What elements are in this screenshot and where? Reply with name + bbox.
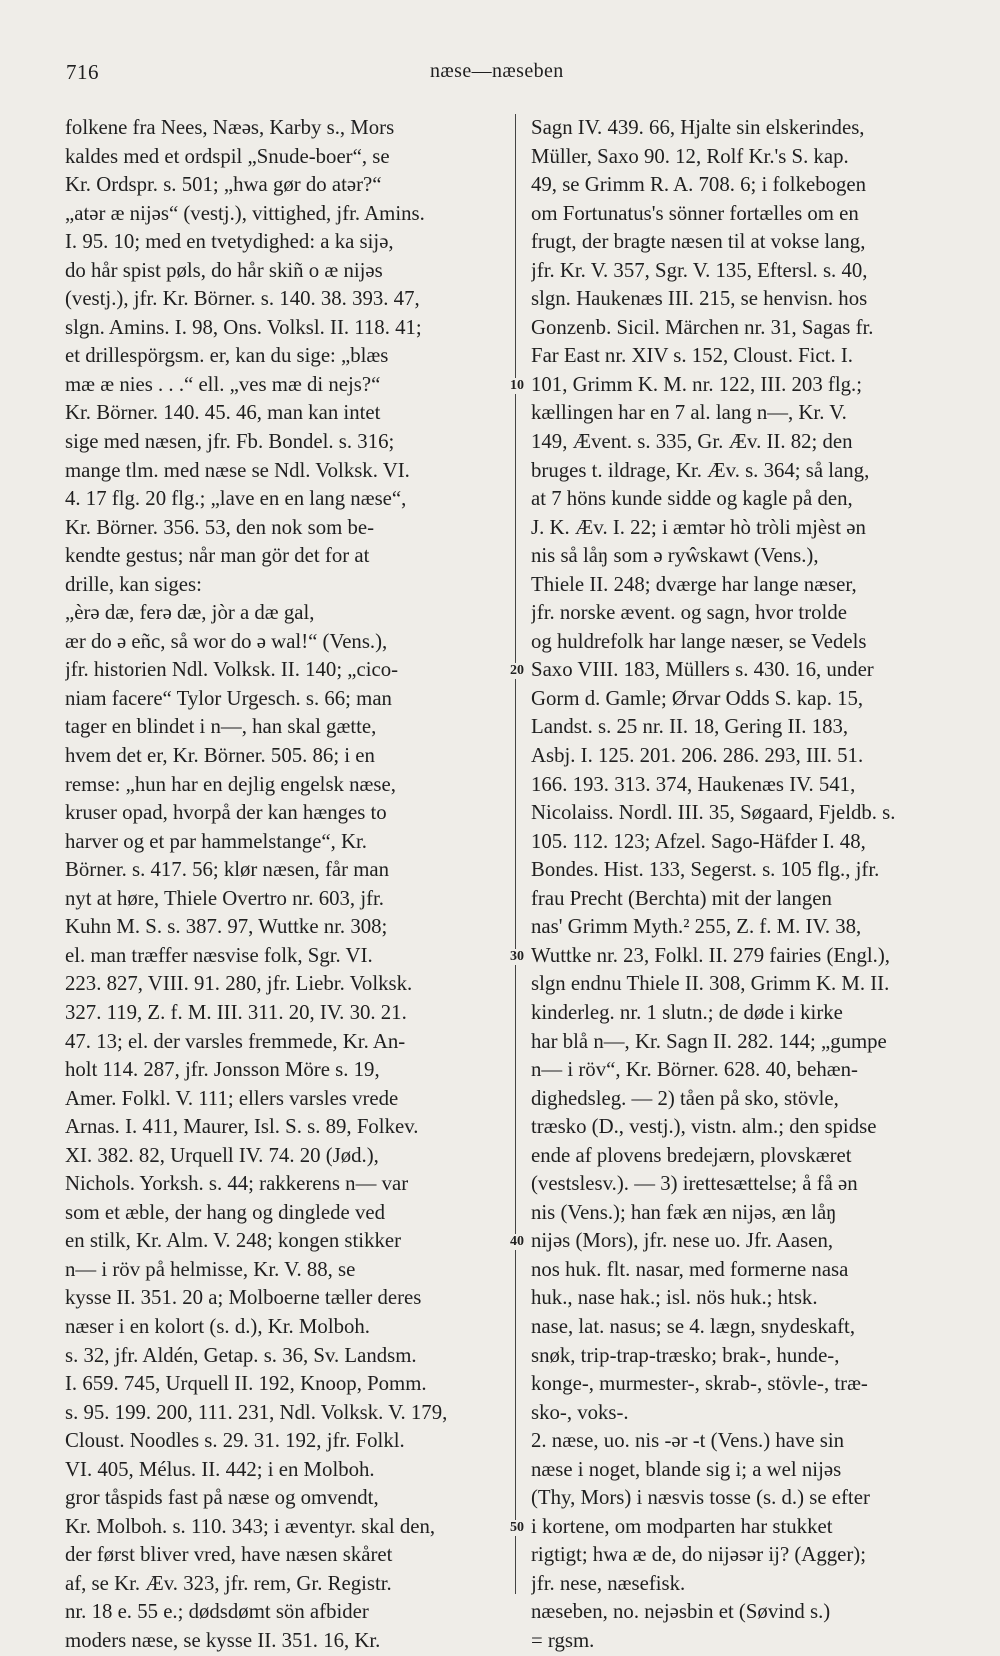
text-line: 4. 17 flg. 20 flg.; „lave en en lang næse“, xyxy=(65,487,407,511)
text-line: om Fortunatus's sönner fortælles om en xyxy=(531,201,859,225)
text-line: frau Precht (Berchta) mit der langen xyxy=(531,886,832,910)
text-line: (vestslesv.). — 3) irettesættelse; å få ən xyxy=(531,1172,858,1196)
text-line: tager en blindet i n—, han skal gætte, xyxy=(65,715,377,739)
text-line: Asbj. I. 125. 201. 206. 286. 293, III. 51. xyxy=(531,744,864,768)
column-divider xyxy=(515,114,516,1594)
text-line: bruges t. ildrage, Kr. Æv. s. 364; så lang, xyxy=(531,458,870,482)
line-number-marker: 20 xyxy=(505,663,529,679)
text-line: Bondes. Hist. 133, Segerst. s. 105 flg., jfr. xyxy=(531,858,880,882)
text-line: Arnas. I. 411, Maurer, Isl. S. s. 89, Folkev. xyxy=(65,1115,419,1139)
text-line: Far East nr. XIV s. 152, Cloust. Fict. I. xyxy=(531,344,853,368)
text-line: rigtigt; hwa æ de, do nijəsər ij? (Agger); xyxy=(531,1543,866,1567)
text-line: at 7 höns kunde sidde og kagle på den, xyxy=(531,487,853,511)
text-line: nijəs (Mors), jfr. nese uo. Jfr. Aasen, xyxy=(531,1229,834,1253)
text-line: en stilk, Kr. Alm. V. 248; kongen stikker xyxy=(65,1229,402,1253)
text-line: = rgsm. xyxy=(531,1628,595,1652)
text-line: I. 659. 745, Urquell II. 192, Knoop, Pomm. xyxy=(65,1372,427,1396)
text-line: som et æble, der hang og dinglede ved xyxy=(65,1200,385,1224)
text-line: slgn. Amins. I. 98, Ons. Volksl. II. 118. 41; xyxy=(65,315,422,339)
text-line: slgn endnu Thiele II. 308, Grimm K. M. II. xyxy=(531,972,890,996)
text-line: træsko (D., vestj.), vistn. alm.; den spidse xyxy=(531,1115,877,1139)
text-line: og huldrefolk har lange næser, se Vedels xyxy=(531,629,867,653)
text-line: niam facere“ Tylor Urgesch. s. 66; man xyxy=(65,686,392,710)
text-line: sige med næsen, jfr. Fb. Bondel. s. 316; xyxy=(65,430,395,454)
text-line: VI. 405, Mélus. II. 442; i en Molboh. xyxy=(65,1457,375,1481)
text-line: hvem det er, Kr. Börner. 505. 86; i en xyxy=(65,744,375,768)
text-line: der først bliver vred, have næsen skåret xyxy=(65,1543,393,1567)
text-line: kaldes med et ordspil „Snude-boer“, se xyxy=(65,144,390,168)
text-line: Nichols. Yorksh. s. 44; rakkerens n— var xyxy=(65,1172,409,1196)
text-line: gror tåspids fast på næse og omvendt, xyxy=(65,1486,379,1510)
text-line: Kuhn M. S. s. 387. 97, Wuttke nr. 308; xyxy=(65,915,388,939)
left-text-column xyxy=(65,114,505,1656)
text-line: snøk, trip-trap-træsko; brak-, hunde-, xyxy=(531,1343,840,1367)
text-line: nis (Vens.); han fæk æn nijəs, æn låŋ xyxy=(531,1200,837,1224)
text-line: slgn. Haukenæs III. 215, se henvisn. hos xyxy=(531,287,868,311)
text-line: kysse II. 351. 20 a; Molboerne tæller deres xyxy=(65,1286,422,1310)
text-line: nr. 18 e. 55 e.; dødsdømt sön afbider xyxy=(65,1600,369,1624)
text-line: Saxo VIII. 183, Müllers s. 430. 16, under xyxy=(531,658,874,682)
text-line: Thiele II. 248; dværge har lange næser, xyxy=(531,572,857,596)
text-line: ende af plovens bredejærn, plovskæret xyxy=(531,1143,852,1167)
text-line: Kr. Molboh. s. 110. 343; i æventyr. skal den, xyxy=(65,1514,436,1538)
text-line: jfr. norske ævent. og sagn, hvor trolde xyxy=(531,601,847,625)
text-line: 166. 193. 313. 374, Haukenæs IV. 541, xyxy=(531,772,856,796)
text-line: jfr. nese, næsefisk. xyxy=(531,1571,686,1595)
text-line: do hår spist pøls, do hår skiñ o æ nijəs xyxy=(65,258,383,282)
text-line: mange tlm. med næse se Ndl. Volksk. VI. xyxy=(65,458,410,482)
text-line: Gonzenb. Sicil. Märchen nr. 31, Sagas fr. xyxy=(531,315,874,339)
text-line: n— i röv på helmisse, Kr. V. 88, se xyxy=(65,1257,356,1281)
text-line: huk., nase hak.; isl. nös huk.; htsk. xyxy=(531,1286,818,1310)
text-line: harver og et par hammelstange“, Kr. xyxy=(65,829,368,853)
text-line: et drillespörgsm. er, kan du sige: „blæs xyxy=(65,344,389,368)
text-line: Müller, Saxo 90. 12, Rolf Kr.'s S. kap. xyxy=(531,144,849,168)
text-line: 47. 13; el. der varsles fremmede, Kr. An- xyxy=(65,1029,406,1053)
text-line: nis så låŋ som ə ryŵskawt (Vens.), xyxy=(531,544,819,568)
text-line: næser i en kolort (s. d.), Kr. Molboh. xyxy=(65,1314,370,1338)
text-line: næse i noget, blande sig i; a wel nijəs xyxy=(531,1457,842,1481)
text-line: Nicolaiss. Nordl. III. 35, Søgaard, Fjeldb. s. xyxy=(531,801,896,825)
text-line: (vestj.), jfr. Kr. Börner. s. 140. 38. 393. 47, xyxy=(65,287,420,311)
text-line: dighedsleg. — 2) tåen på sko, stövle, xyxy=(531,1086,839,1110)
text-line: 327. 119, Z. f. M. III. 311. 20, IV. 30. 21. xyxy=(65,1000,407,1024)
running-title: næse—næseben xyxy=(430,60,564,82)
text-line: kinderleg. nr. 1 slutn.; de døde i kirke xyxy=(531,1000,843,1024)
text-line: Börner. s. 417. 56; klør næsen, får man xyxy=(65,858,390,882)
text-line: kællingen har en 7 al. lang n—, Kr. V. xyxy=(531,401,847,425)
text-line: „atər æ nijəs“ (vestj.), vittighed, jfr. Amins. xyxy=(65,201,425,225)
right-text-column xyxy=(531,114,961,1656)
text-line: Cloust. Noodles s. 29. 31. 192, jfr. Folkl. xyxy=(65,1429,405,1453)
text-line: holt 114. 287, jfr. Jonsson Möre s. 19, xyxy=(65,1058,380,1082)
text-line: konge-, murmester-, skrab-, stövle-, træ- xyxy=(531,1372,868,1396)
text-line: Sagn IV. 439. 66, Hjalte sin elskerindes, xyxy=(531,116,865,139)
text-line: nyt at høre, Thiele Overtro nr. 603, jfr. xyxy=(65,886,385,910)
page-header xyxy=(0,52,1000,92)
text-line: moders næse, se kysse II. 351. 16, Kr. xyxy=(65,1628,381,1652)
page-number: 716 xyxy=(66,60,99,84)
text-line: nos huk. flt. nasar, med formerne nasa xyxy=(531,1257,849,1281)
text-line: n— i röv“, Kr. Börner. 628. 40, behæn- xyxy=(531,1058,858,1082)
text-line: nase, lat. nasus; se 4. lægn, snydeskaft, xyxy=(531,1314,856,1338)
text-line: kruser opad, hvorpå der kan hænges to xyxy=(65,801,387,825)
text-line: remse: „hun har en dejlig engelsk næse, xyxy=(65,772,396,796)
text-line: XI. 382. 82, Urquell IV. 74. 20 (Jød.), xyxy=(65,1143,379,1167)
text-line: jfr. historien Ndl. Volksk. II. 140; „cico- xyxy=(65,658,399,682)
text-line: (Thy, Mors) i næsvis tosse (s. d.) se efter xyxy=(531,1486,870,1510)
text-line: Wuttke nr. 23, Folkl. II. 279 fairies (Engl.), xyxy=(531,943,890,967)
text-line: Landst. s. 25 nr. II. 18, Gering II. 183, xyxy=(531,715,849,739)
text-line: Gorm d. Gamle; Ørvar Odds S. kap. 15, xyxy=(531,686,864,710)
text-line: Kr. Börner. 140. 45. 46, man kan intet xyxy=(65,401,381,425)
text-line: næseben, no. nejəsbin et (Søvind s.) xyxy=(531,1600,831,1624)
text-line: 101, Grimm K. M. nr. 122, III. 203 flg.; xyxy=(531,372,862,396)
text-line: 49, se Grimm R. A. 708. 6; i folkebogen xyxy=(531,173,867,197)
text-line: el. man træffer næsvise folk, Sgr. VI. xyxy=(65,943,373,967)
text-line: ær do ə eñc, så wor do ə wal!“ (Vens.), xyxy=(65,629,388,653)
text-line: 223. 827, VIII. 91. 280, jfr. Liebr. Volksk. xyxy=(65,972,413,996)
text-line: i kortene, om modparten har stukket xyxy=(531,1514,833,1538)
text-line: 105. 112. 123; Afzel. Sago-Häfder I. 48, xyxy=(531,829,866,853)
line-number-marker: 10 xyxy=(505,378,529,394)
text-line: har blå n—, Kr. Sagn II. 282. 144; „gumpe xyxy=(531,1029,887,1053)
text-line: nas' Grimm Myth.² 255, Z. f. M. IV. 38, xyxy=(531,915,862,939)
text-line: J. K. Æv. I. 22; i æmtər hò tròli mjèst ən xyxy=(531,515,866,539)
text-line: sko-, voks-. xyxy=(531,1400,629,1424)
text-line: I. 95. 10; med en tvetydighed: a ka sijə, xyxy=(65,230,394,254)
text-line: jfr. Kr. V. 357, Sgr. V. 135, Eftersl. s. 40, xyxy=(531,258,868,282)
text-line: Amer. Folkl. V. 111; ellers varsles vrede xyxy=(65,1086,399,1110)
text-line: Kr. Ordspr. s. 501; „hwa gør do atər?“ xyxy=(65,173,382,197)
text-line: frugt, der bragte næsen til at vokse lang, xyxy=(531,230,866,254)
text-line: kendte gestus; når man gör det for at xyxy=(65,544,370,568)
line-number-marker: 40 xyxy=(505,1234,529,1250)
text-line: 2. næse, uo. nis -ər -t (Vens.) have sin xyxy=(531,1429,845,1453)
text-line: 149, Ævent. s. 335, Gr. Æv. II. 82; den xyxy=(531,430,853,454)
text-line: „èrə dæ, ferə dæ, jòr a dæ gal, xyxy=(65,601,315,625)
line-number-marker: 50 xyxy=(505,1520,529,1536)
text-line: mæ æ nies . . .“ ell. „ves mæ di nejs?“ xyxy=(65,372,381,396)
text-line: af, se Kr. Æv. 323, jfr. rem, Gr. Registr. xyxy=(65,1571,392,1595)
text-line: s. 95. 199. 200, 111. 231, Ndl. Volksk. V. 179, xyxy=(65,1400,448,1424)
text-line: Kr. Börner. 356. 53, den nok som be- xyxy=(65,515,375,539)
line-number-marker: 30 xyxy=(505,949,529,965)
text-line: s. 32, jfr. Aldén, Getap. s. 36, Sv. Landsm. xyxy=(65,1343,417,1367)
text-line: folkene fra Nees, Næəs, Karby s., Mors xyxy=(65,116,395,139)
text-line: drille, kan siges: xyxy=(65,572,202,596)
